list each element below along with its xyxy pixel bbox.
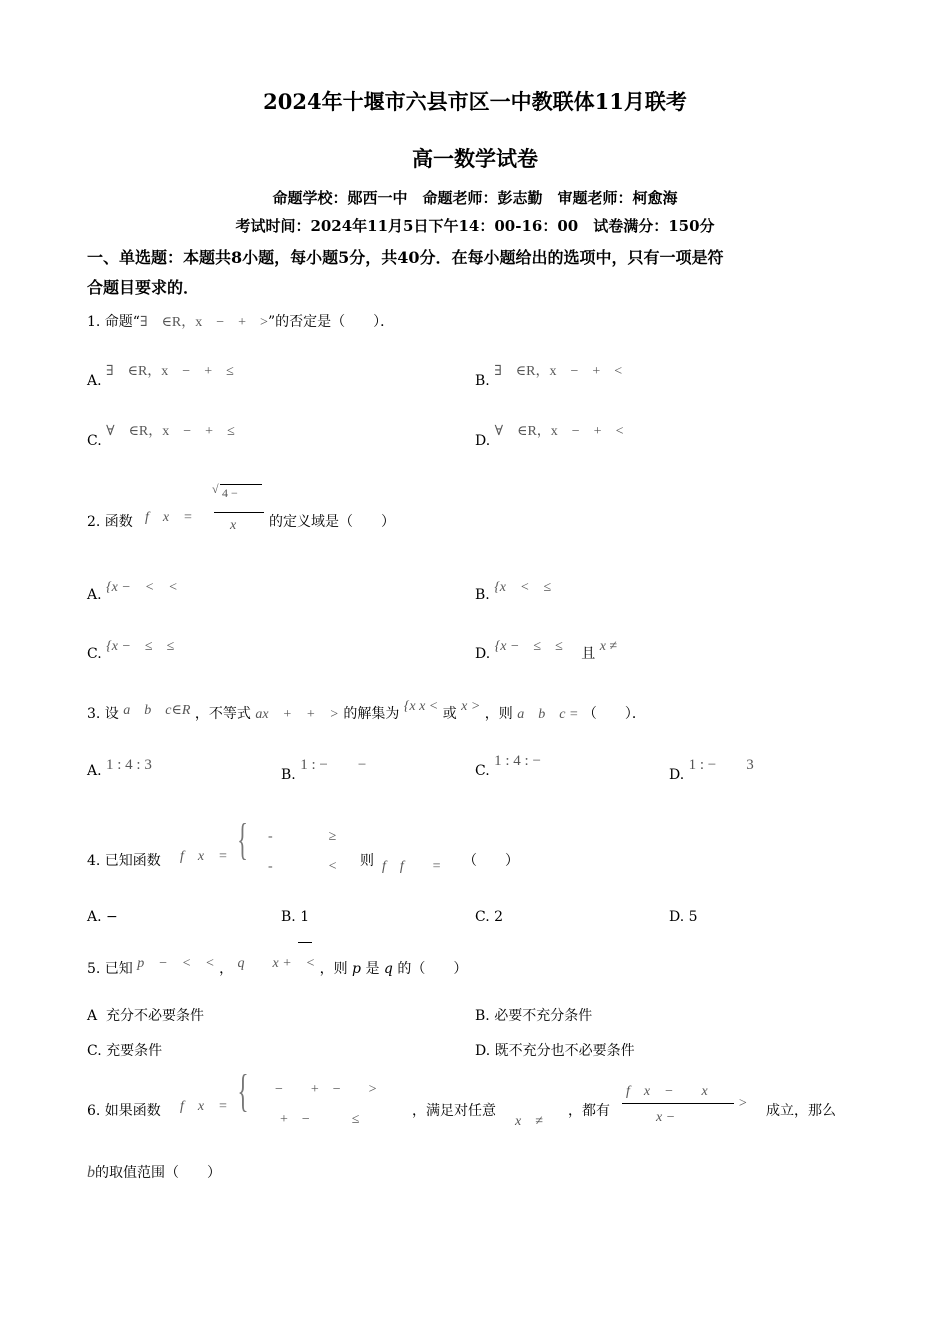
q5-option-d: [475, 1040, 635, 1060]
q2-numerator: 4 −: [222, 486, 238, 500]
q3-option-d-label: D.: [669, 767, 685, 783]
q5-option-c: [87, 1040, 162, 1060]
q6-b: b: [87, 1164, 95, 1181]
q4-option-c-value: 2: [494, 909, 504, 925]
page-title: 2024年十堰市六县市区一中教联体11月联考: [263, 89, 687, 114]
question-3: [87, 699, 646, 723]
q2-number: 2. 函数: [87, 514, 133, 530]
q4-option-a: [87, 909, 118, 925]
q6-text-3: 成立，那么: [766, 1103, 836, 1119]
q1-option-b-label: B.: [475, 373, 490, 389]
q1-option-d-math: ∀ ∈R，x − + <: [494, 424, 624, 439]
q3-option-b-label: B.: [281, 767, 296, 783]
q1-option-c: [87, 424, 235, 450]
q5-p: p: [352, 961, 361, 977]
q4-option-d-label: D.: [669, 909, 685, 925]
q2-option-a: [87, 580, 192, 604]
q3-option-a-math: 1 : 4 : 3: [106, 757, 152, 773]
q2-option-d-math: {x − ≤ ≤: [494, 639, 563, 654]
q5-option-c-text: 充要条件: [106, 1043, 163, 1059]
q3-text-1: ，不等式: [194, 706, 251, 722]
q3-math-ineq: ax + + >: [255, 707, 339, 722]
q3-option-b: [281, 757, 367, 784]
q3-math-set: {x x <: [403, 699, 439, 714]
q4-case-2: - <: [268, 859, 337, 874]
q4-option-d: [669, 909, 698, 925]
q6-fraction-bottom: x −: [656, 1110, 676, 1125]
q3-option-c-label: C.: [475, 763, 490, 779]
q3-math-xgt: x >: [461, 699, 481, 714]
question-5: [87, 958, 467, 978]
q5-sep: ，: [219, 961, 234, 977]
q3-text-3: ，则: [484, 706, 513, 722]
q1-option-d-label: D.: [475, 433, 491, 449]
q6-case-2: + − ≤: [280, 1112, 360, 1127]
q2-option-d-math2: x ≠: [599, 639, 618, 654]
q3-option-a: [87, 757, 152, 780]
q4-tail: （ ）: [463, 853, 519, 869]
q3-math-abc: a b c∈R: [123, 703, 191, 718]
q2-option-b-label: B.: [475, 587, 490, 603]
author-info: 命题学校：郧西一中 命题老师：彭志勤 审题老师：柯愈海: [272, 189, 678, 207]
q2-option-d-and: 且: [581, 646, 596, 662]
section-heading-line2: 合题目要求的．: [87, 278, 200, 297]
q4-option-b-value: 1: [300, 909, 310, 925]
q6-text-1: ，满足对任意: [412, 1103, 496, 1119]
q5-option-a-label: A: [87, 1008, 98, 1024]
q5-text-1: ，则: [319, 961, 348, 977]
q2-option-d: [475, 639, 618, 663]
exam-info: 考试时间：2024年11月5日下午14：00-16：00 试卷满分：150分: [235, 217, 715, 235]
q1-option-a-label: A.: [87, 373, 102, 389]
q6-number: 6. 如果函数: [87, 1103, 161, 1119]
q4-option-d-value: 5: [688, 909, 698, 925]
q1-option-d: [475, 424, 624, 450]
q2-option-c-math: {x − ≤ ≤: [106, 639, 189, 654]
q1-option-a-math: ∃ ∈R，x − + ≤: [106, 364, 234, 379]
q6-lhs: f x =: [180, 1099, 228, 1114]
q5-q: q: [383, 961, 393, 977]
q2-option-c-label: C.: [87, 646, 102, 662]
q4-then: 则: [360, 853, 374, 869]
q2-option-b: [475, 580, 566, 604]
q3-option-c: [475, 753, 541, 780]
q6-line2: [87, 1162, 221, 1182]
q3-option-d-math: 1 : − 3: [688, 757, 754, 773]
q2-lhs: f x =: [145, 510, 193, 525]
q3-text-2: 的解集为: [343, 706, 400, 722]
q3-option-a-label: A.: [87, 763, 102, 779]
q5-option-b: [475, 1005, 592, 1025]
q5-sqrt-bar: [298, 942, 312, 943]
q4-brace: {: [237, 815, 248, 864]
q1-math: ∃ ∈R，x − + >: [139, 315, 268, 330]
q5-math-q: q x + <: [237, 956, 316, 971]
q1-tail: ”的否定是（ ）．: [267, 314, 395, 330]
q4-ff: f f =: [382, 859, 442, 874]
q4-option-a-label: A.: [87, 909, 102, 925]
q5-option-b-label: B.: [475, 1008, 490, 1024]
question-1: [87, 311, 394, 331]
q6-gt: >: [738, 1096, 748, 1111]
q5-math-p: p − < <: [137, 956, 215, 971]
q6-math-x: x ≠: [515, 1114, 543, 1129]
q2-option-a-math: {x − < <: [106, 580, 192, 595]
q1-number: 1. 命题“: [87, 314, 140, 330]
q5-option-b-text: 必要不充分条件: [494, 1008, 593, 1024]
q2-option-a-label: A.: [87, 587, 102, 603]
q4-case-1: - ≥: [268, 829, 337, 844]
q3-math-ratio: a b c =: [517, 707, 579, 722]
q3-tail: （ ）．: [582, 706, 646, 722]
q4-number: 4. 已知函数: [87, 853, 161, 869]
q3-option-c-math: 1 : 4 : −: [494, 753, 541, 769]
q1-option-c-label: C.: [87, 433, 102, 449]
q2-sqrt-bar: [220, 484, 262, 485]
q6-fraction-top: f x − x: [626, 1084, 708, 1099]
q2-option-c: [87, 639, 189, 663]
q2-tail: 的定义域是（ ）: [269, 514, 395, 530]
q1-option-b: [475, 364, 623, 390]
q6-brace: {: [237, 1065, 249, 1116]
q5-option-d-text: 既不充分也不必要条件: [494, 1043, 635, 1059]
q2-denominator: x: [230, 518, 237, 533]
q4-lhs: f x =: [180, 849, 228, 864]
q5-option-a-text: 充分不必要条件: [106, 1008, 205, 1024]
q2-option-d-label: D.: [475, 646, 491, 662]
q3-option-d: [669, 757, 754, 784]
q4-option-b: [281, 909, 309, 925]
q4-option-c-label: C.: [475, 909, 490, 925]
q4-option-c: [475, 909, 503, 925]
q6-tail: 的取值范围（ ）: [95, 1165, 221, 1181]
q1-option-b-math: ∃ ∈R，x − + <: [494, 364, 623, 379]
q3-option-b-math: 1 : − −: [300, 757, 367, 773]
q6-text-2: ，都有: [568, 1103, 610, 1119]
q5-option-d-label: D.: [475, 1043, 491, 1059]
q3-text-or: 或: [442, 706, 457, 722]
q5-number: 5. 已知: [87, 961, 133, 977]
q4-option-b-label: B.: [281, 909, 296, 925]
q1-option-a: [87, 364, 234, 390]
q3-number: 3. 设: [87, 706, 119, 722]
q6-fraction-line: [622, 1103, 734, 1104]
q2-fraction-line: [214, 512, 264, 513]
q5-option-a: [87, 1005, 204, 1025]
q5-option-c-label: C.: [87, 1043, 102, 1059]
q2-sqrt-symbol: √: [212, 482, 219, 496]
q2-option-b-math: {x < ≤: [494, 580, 566, 595]
page-subtitle: 高一数学试卷: [412, 146, 538, 171]
q6-case-1: − + − >: [275, 1082, 377, 1097]
q1-option-c-math: ∀ ∈R，x − + ≤: [106, 424, 235, 439]
q5-tail: 的（ ）: [397, 961, 468, 977]
section-heading-line1: 一、单选题：本题共8小题，每小题5分，共40分．在每小题给出的选项中，只有一项是符: [87, 248, 724, 267]
q4-option-a-value: −: [106, 909, 118, 925]
q5-text-2: 是: [365, 961, 380, 977]
